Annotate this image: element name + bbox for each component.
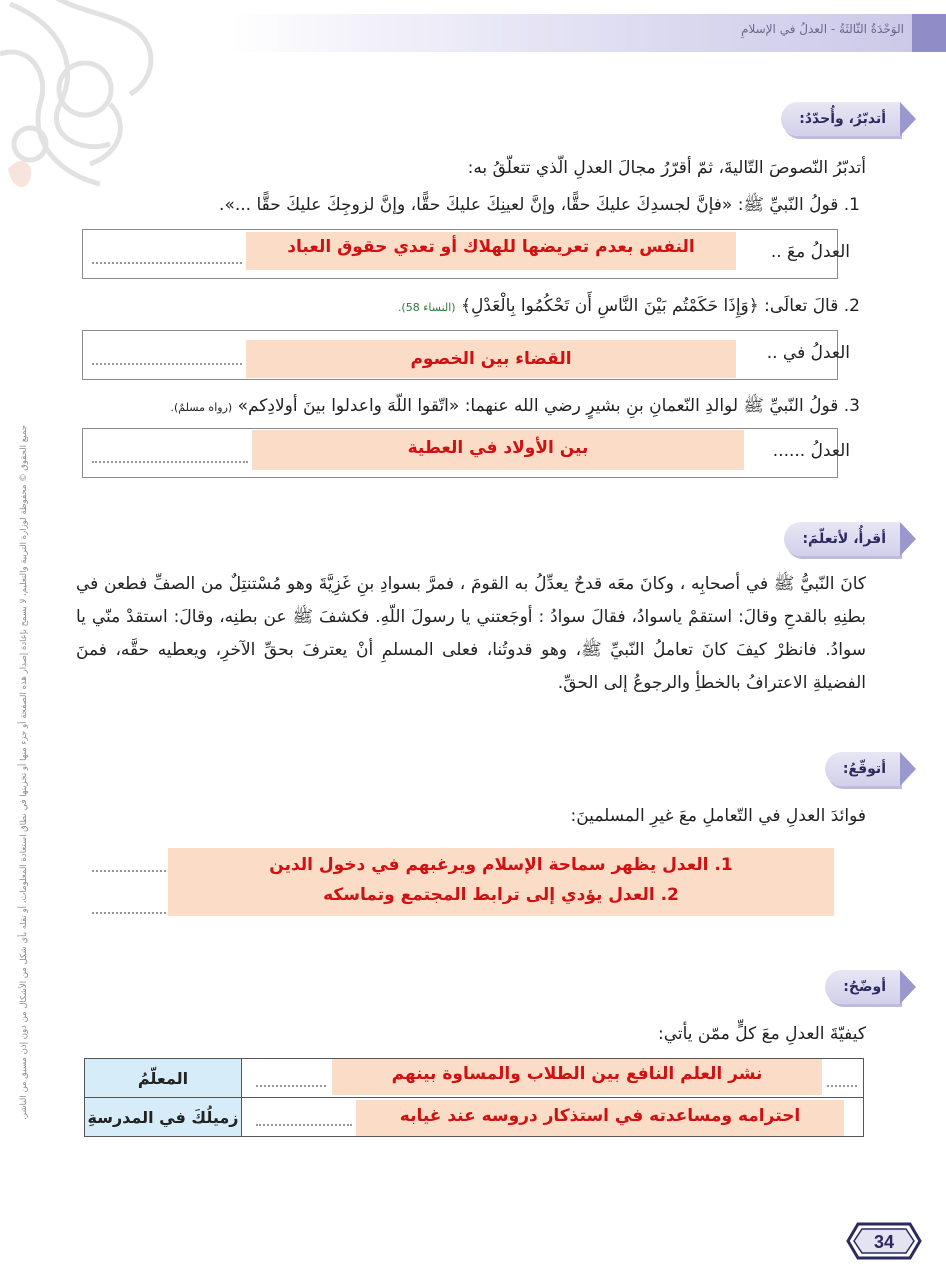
expect-answer-2: 2. العدل يؤدي إلى ترابط المجتمع وتماسكه: [323, 885, 679, 905]
item3-text: 3. قولُ النّبيِّ ﷺ لوالدِ النّعمانِ بنِ بشيرٍ رضي الله عنهما: «اتّقوا اللّهَ واعدلوا بينَ أولادِكم»: [237, 396, 860, 416]
page-number: 34: [873, 1232, 895, 1252]
table-cell-answer: [242, 1098, 864, 1137]
story-paragraph: كانَ النّبيُّ ﷺ في أصحابِه ، وكانَ معَه قدحٌ يعدِّلُ به القومَ ، فمرَّ بسوادِ بنِ غَزِيَّةَ وهو مُسْتنتِلٌ من الصفِّ فطعن في بطنِهِ بالقدحِ وقالَ: استقمْ ياسوادُ، فقالَ سوادُ : أوجَعتني يا رسولَ اللّهِ. فكشفَ ﷺ عن بطنِه، وقالَ: استقدْ منّي يا سوادُ. فانظرْ كيفَ كانَ تعاملُ النّبيِّ ﷺ، وهو قدوتُنا، فعلى المسلمِ أنْ يعترفَ بحقِّ الآخرِ، ويعطيه حقَّه، فمنَ الفضيلةِ الاعترافُ بالخطأِ والرجوعُ إلى الحقِّ.: [76, 574, 866, 693]
table-cell-answer: [242, 1059, 864, 1098]
dotted-line: [92, 461, 248, 463]
item3-ref: (رواه مسلمٌ).: [170, 401, 233, 414]
dotted-line: [256, 1085, 326, 1087]
table-row: [85, 1059, 864, 1098]
page-number-badge: [842, 1218, 926, 1264]
classmate-answer: احترامه ومساعدته في استذكار دروسه عند غيابه: [356, 1100, 844, 1136]
dotted-line: [92, 262, 242, 264]
box2-answer: القضاء بين الخصوم: [246, 340, 736, 378]
section-tab-reflect: أتدبّرُ، وأُحدّدُ:: [781, 102, 900, 136]
item2-line: [398, 295, 860, 316]
box3-label: العدلُ ......: [772, 441, 850, 461]
row-label-teacher: المعلّمُ: [85, 1059, 242, 1098]
item2-ref: (النساء 58).: [397, 301, 456, 314]
dotted-line: [827, 1085, 857, 1087]
section-tab-read: أقرأُ، لأتعلّمَ:: [784, 522, 900, 556]
section3-intro: فوائدَ العدلِ في التّعاملِ معَ غيرِ المسلمينَ:: [570, 806, 866, 826]
section-tab-explain: أوضّحُ:: [825, 970, 900, 1004]
box3-answer: بين الأولاد في العطية: [252, 430, 744, 470]
header-tab: [912, 14, 946, 52]
unit-title: الوَحْدَةُ الثّالثَةُ - العدلُ في الإسلامِ: [741, 22, 904, 36]
expect-answers: [168, 848, 834, 916]
dotted-line: [92, 363, 242, 365]
section4-intro: كيفيّةَ العدلِ معَ كلٍّ ممّن يأتي:: [657, 1024, 866, 1044]
item2-text: 2. قالَ تعالَى: ﴿وَإِذَا حَكَمْتُم بَيْنَ النَّاسِ أَن تَحْكُمُوا بِالْعَدْلِ﴾: [461, 296, 860, 316]
item1-text: 1. قولُ النّبيِّ ﷺ: «فإنَّ لجسدِكَ عليكَ حقًّا، وإنَّ لعينِكَ عليكَ حقًّا، وإنَّ لزوجِكَ عليكَ حقًّا ...».: [219, 195, 860, 215]
corner-ornament: [0, 0, 170, 204]
section1-intro: أتدبّرُ النّصوصَ التّاليةَ، ثمّ أقرّرُ مجالَ العدلِ الّذي تتعلّقُ به:: [467, 158, 866, 178]
section-tab-expect: أتوقّعُ:: [825, 752, 900, 786]
dotted-line: [256, 1124, 352, 1126]
item3-line: [170, 395, 860, 420]
expect-answer-1: 1. العدل يظهر سماحة الإسلام ويرغبهم في دخول الدين: [269, 855, 733, 875]
copyright-note: جميع الحقوق © محفوظة لوزارة التربية والتعليم، لا يسمح بإعادة إصدار هذه الصفحة أو جزء منها أو تخزينها في نطاق استعادة المعلومات، أو نقله بأي شكل من الأشكال من دون إذن مسبق من الناشر.: [19, 425, 29, 1120]
box1-answer: النفس بعدم تعريضها للهلاك أو تعدي حقوق العباد: [246, 232, 736, 270]
teacher-answer: نشر العلم النافع بين الطلاب والمساوة بينهم: [332, 1059, 822, 1095]
box2-label: العدلُ في ..: [766, 343, 850, 363]
box1-label: العدلُ معَ ..: [770, 242, 850, 262]
fairness-table: [84, 1058, 864, 1137]
table-row: [85, 1098, 864, 1137]
row-label-classmate: زميلُكَ في المدرسةِ: [85, 1098, 242, 1137]
